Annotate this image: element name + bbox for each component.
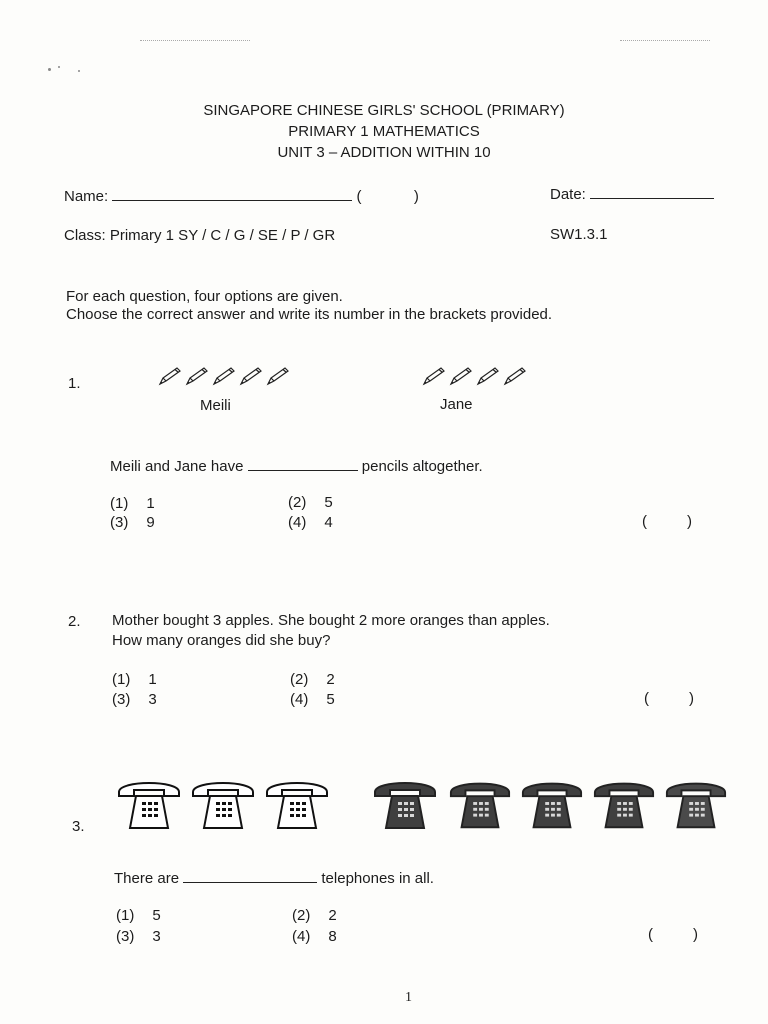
pencil-icon bbox=[476, 366, 500, 386]
option-number: (3) bbox=[110, 514, 129, 531]
worksheet-code: SW1.3.1 bbox=[550, 226, 608, 243]
q1-option-2 bbox=[288, 494, 333, 511]
telephone-icon bbox=[448, 774, 512, 832]
option-number: (4) bbox=[292, 928, 311, 945]
bracket-open: ( bbox=[642, 513, 647, 530]
bracket-close: ) bbox=[687, 513, 692, 530]
scan-speck bbox=[78, 70, 80, 72]
option-number: (1) bbox=[110, 495, 129, 512]
name-blank[interactable] bbox=[112, 186, 352, 201]
option-number: (2) bbox=[288, 494, 307, 511]
q1-answer-blank[interactable] bbox=[248, 456, 358, 471]
group-label-meili: Meili bbox=[200, 397, 231, 414]
option-value: 5 bbox=[324, 494, 333, 511]
q2-text-line-1: Mother bought 3 apples. She bought 2 more oranges than apples. bbox=[112, 612, 550, 629]
q1-option-1 bbox=[110, 495, 155, 512]
telephone-icon bbox=[372, 774, 438, 832]
unit-title: UNIT 3 – ADDITION WITHIN 10 bbox=[277, 144, 491, 161]
option-value: 8 bbox=[328, 928, 337, 945]
question-1-stem bbox=[110, 456, 483, 475]
q3-text-before: There are bbox=[114, 870, 180, 887]
q2-option-4 bbox=[290, 691, 335, 708]
q3-answer-bracket[interactable] bbox=[648, 926, 698, 943]
option-value: 3 bbox=[148, 691, 157, 708]
telephone-icon bbox=[520, 774, 584, 832]
pencil-icon bbox=[185, 366, 209, 386]
q2-text-line-2: How many oranges did she buy? bbox=[112, 632, 331, 649]
option-number: (1) bbox=[112, 671, 131, 688]
q2-option-2 bbox=[290, 671, 335, 688]
question-3-stem bbox=[114, 868, 434, 887]
q3-option-4 bbox=[292, 928, 337, 945]
option-number: (3) bbox=[116, 928, 135, 945]
option-value: 9 bbox=[146, 514, 155, 531]
q2-answer-bracket[interactable] bbox=[644, 690, 694, 707]
option-value: 2 bbox=[328, 907, 337, 924]
option-number: (3) bbox=[112, 691, 131, 708]
register-paren-close: ) bbox=[413, 188, 419, 205]
subject-title: PRIMARY 1 MATHEMATICS bbox=[288, 123, 480, 140]
option-number: (4) bbox=[290, 691, 309, 708]
name-label: Name: bbox=[64, 188, 109, 205]
question-number: 2. bbox=[68, 613, 81, 630]
q1-text-after: pencils altogether. bbox=[361, 458, 483, 475]
option-value: 1 bbox=[148, 671, 157, 688]
telephone-icon bbox=[116, 774, 182, 832]
q1-option-3 bbox=[110, 514, 155, 531]
date-blank[interactable] bbox=[590, 184, 714, 199]
option-number: (2) bbox=[292, 907, 311, 924]
option-value: 1 bbox=[146, 495, 155, 512]
option-value: 3 bbox=[152, 928, 161, 945]
q1-answer-bracket[interactable] bbox=[642, 513, 692, 530]
date-field bbox=[550, 184, 714, 203]
pencil-icon bbox=[212, 366, 236, 386]
scan-speck bbox=[48, 68, 51, 71]
option-number: (2) bbox=[290, 671, 309, 688]
pencil-icon bbox=[503, 366, 527, 386]
q3-text-after: telephones in all. bbox=[321, 870, 434, 887]
telephone-icon bbox=[264, 774, 330, 832]
q1-text-before: Meili and Jane have bbox=[110, 458, 244, 475]
q3-option-2 bbox=[292, 907, 337, 924]
pencil-icon bbox=[449, 366, 473, 386]
option-number: (4) bbox=[288, 514, 307, 531]
school-title: SINGAPORE CHINESE GIRLS' SCHOOL (PRIMARY) bbox=[203, 102, 565, 119]
pencil-group-meili bbox=[158, 366, 290, 386]
q1-option-4 bbox=[288, 514, 333, 531]
register-paren-open: ( bbox=[356, 188, 362, 205]
telephone-icon bbox=[592, 774, 656, 832]
option-value: 5 bbox=[152, 907, 161, 924]
option-number: (1) bbox=[116, 907, 135, 924]
instruction-line-1: For each question, four options are given. bbox=[66, 288, 343, 305]
q3-answer-blank[interactable] bbox=[183, 868, 317, 883]
class-field: Class: Primary 1 SY / C / G / SE / P / GR bbox=[64, 227, 336, 244]
telephone-row bbox=[116, 774, 728, 832]
option-value: 4 bbox=[324, 514, 333, 531]
pencil-icon bbox=[239, 366, 263, 386]
q3-option-1 bbox=[116, 907, 161, 924]
instruction-line-2: Choose the correct answer and write its number in the brackets provided. bbox=[66, 306, 553, 323]
pencil-icon bbox=[158, 366, 182, 386]
option-value: 2 bbox=[326, 671, 335, 688]
scan-noise-top-right bbox=[620, 40, 710, 41]
question-number: 1. bbox=[68, 375, 81, 392]
scan-noise-top bbox=[140, 40, 250, 41]
telephone-icon bbox=[190, 774, 256, 832]
group-label-jane: Jane bbox=[440, 396, 473, 413]
bracket-open: ( bbox=[648, 926, 653, 943]
telephone-icon bbox=[664, 774, 728, 832]
bracket-close: ) bbox=[689, 690, 694, 707]
q2-option-3 bbox=[112, 691, 157, 708]
pencil-group-jane bbox=[422, 366, 527, 386]
q3-option-3 bbox=[116, 928, 161, 945]
bracket-close: ) bbox=[693, 926, 698, 943]
question-number: 3. bbox=[72, 818, 85, 835]
name-field bbox=[64, 186, 419, 205]
pencil-icon bbox=[266, 366, 290, 386]
pencil-icon bbox=[422, 366, 446, 386]
q2-option-1 bbox=[112, 671, 157, 688]
page-number: 1 bbox=[405, 990, 412, 1005]
scan-speck bbox=[58, 66, 60, 68]
option-value: 5 bbox=[326, 691, 335, 708]
bracket-open: ( bbox=[644, 690, 649, 707]
date-label: Date: bbox=[550, 186, 586, 203]
